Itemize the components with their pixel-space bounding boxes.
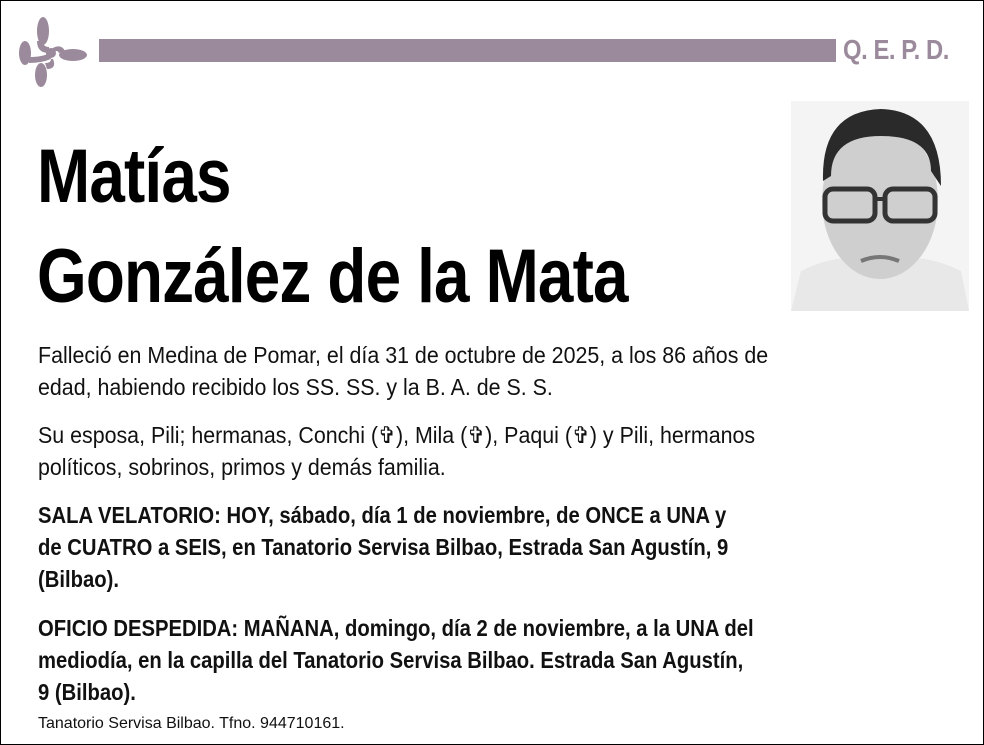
deceased-photo [791,101,969,311]
text-line: 9 (Bilbao). [38,679,136,705]
text-line: Falleció en Medina de Pomar, el día 31 de octubre de 2025, a los 86 años de [38,342,769,368]
death-announcement [38,339,823,403]
family-mourners [38,419,809,483]
funeral-service-info [38,612,851,708]
text-line: mediodía, en la capilla del Tanatorio Servisa Bilbao. Estrada San Agustín, [38,647,744,673]
qepd-heading: Q. E. P. D. [843,34,949,65]
text-line: Su esposa, Pili; hermanas, Conchi (✞), Mila (✞), Paqui (✞) y Pili, hermanos [38,422,756,448]
header-bar [99,39,836,62]
deceased-first-name: Matías [37,134,231,219]
deceased-surnames: González de la Mata [37,234,628,319]
text-line: edad, habiendo recibido los SS. SS. y la B. A. de S. S. [38,374,553,400]
wake-info [38,499,822,595]
text-line: OFICIO DESPEDIDA: MAÑANA, domingo, día 2 de noviembre, a la UNA del [38,615,754,641]
funeral-home-contact: Tanatorio Servisa Bilbao. Tfno. 944710161. [38,715,345,732]
text-line: de CUATRO a SEIS, en Tanatorio Servisa Bilbao, Estrada San Agustín, 9 [38,534,729,560]
text-line: (Bilbao). [38,566,119,592]
lauburu-icon [13,13,91,89]
text-line: políticos, sobrinos, primos y demás familia. [38,454,446,480]
text-line: SALA VELATORIO: HOY, sábado, día 1 de noviembre, de ONCE a UNA y [38,502,727,528]
